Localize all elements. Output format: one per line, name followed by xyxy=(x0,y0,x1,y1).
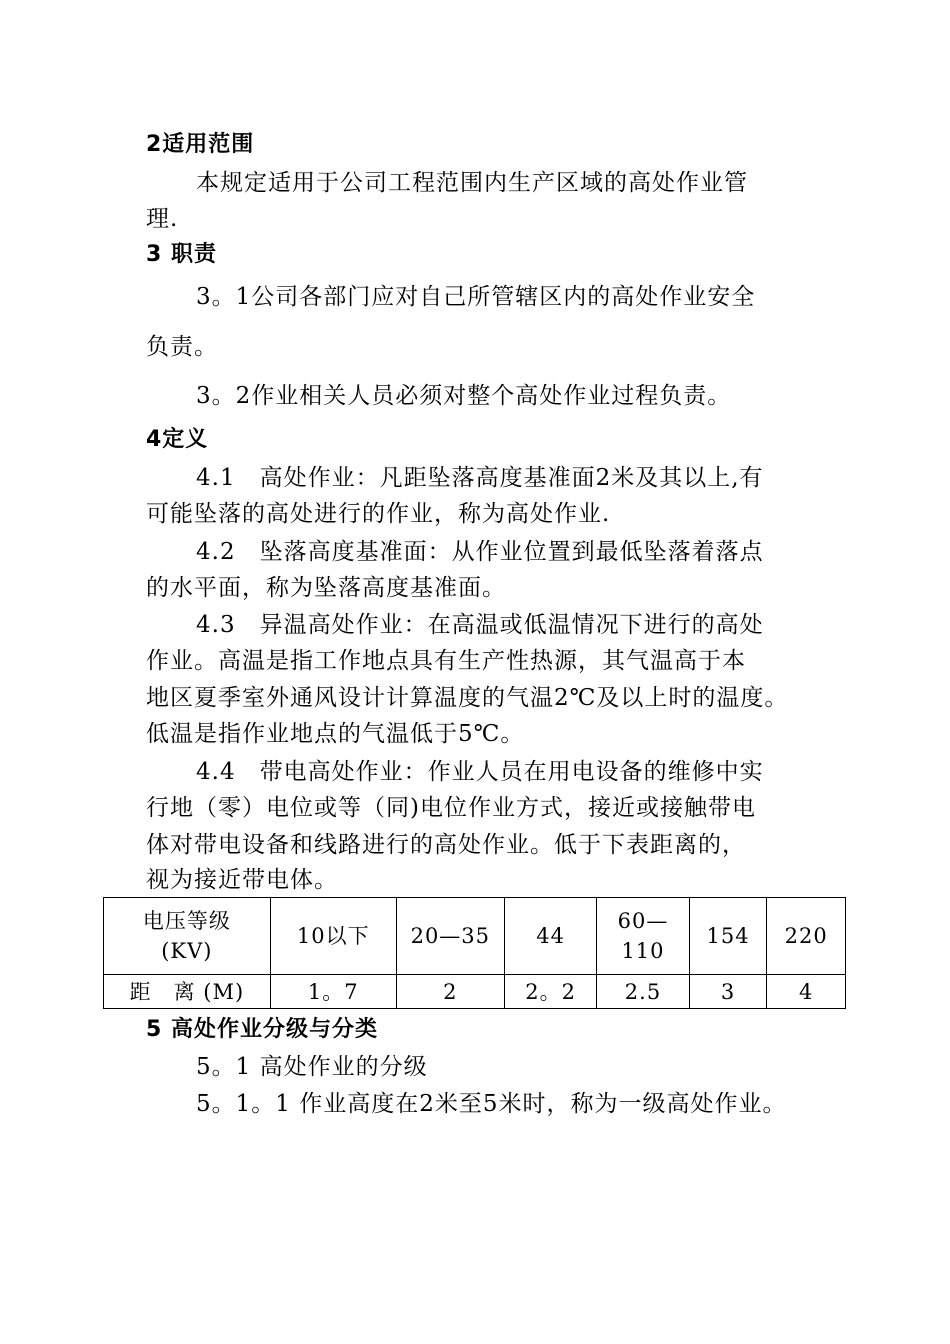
table-cell: 44 xyxy=(504,898,596,975)
table-cell: 10以下 xyxy=(270,898,396,975)
voltage-distance-table xyxy=(103,897,846,1009)
table-cell xyxy=(597,898,689,975)
heading-classification: 5 高处作业分级与分类 xyxy=(146,1017,378,1042)
table-cell: 2。2 xyxy=(504,975,596,1009)
table-cell: 2 xyxy=(396,975,504,1009)
table-cell: 4 xyxy=(767,975,846,1009)
paragraph-line: 的水平面，称为坠落高度基准面。 xyxy=(146,575,506,601)
paragraph-line: 地区夏季室外通风设计计算温度的气温2℃及以上时的温度。 xyxy=(146,685,789,711)
paragraph-line: 5。1 高处作业的分级 xyxy=(196,1054,428,1080)
paragraph-line: 体对带电设备和线路进行的高处作业。低于下表距离的， xyxy=(146,832,746,858)
table-cell: 20—35 xyxy=(396,898,504,975)
paragraph-line: 低温是指作业地点的气温低于5℃。 xyxy=(146,721,525,747)
table-cell: 距 离 (M) xyxy=(104,975,271,1009)
cell-line: 60— xyxy=(617,909,669,933)
table-row xyxy=(104,898,846,975)
voltage-header-label: 电压等级 xyxy=(142,909,231,933)
paragraph-line: 4.2 坠落高度基准面：从作业位置到最低坠落着落点 xyxy=(196,539,764,565)
table-cell: 3 xyxy=(689,975,767,1009)
paragraph-line: 视为接近带电体。 xyxy=(146,867,338,893)
paragraph-line: 行地（零）电位或等（同)电位作业方式，接近或接触带电 xyxy=(146,795,756,821)
paragraph-line: 负责。 xyxy=(146,334,218,360)
paragraph-line: 本规定适用于公司工程范围内生产区域的高处作业管 xyxy=(196,170,748,196)
table-cell xyxy=(104,898,271,975)
paragraph-line: 4.4 带电高处作业：作业人员在用电设备的维修中实 xyxy=(196,759,764,785)
paragraph-line: 5。1。1 作业高度在2米至5米时，称为一级高处作业。 xyxy=(196,1091,787,1117)
voltage-header-unit: (KV) xyxy=(161,939,213,963)
paragraph-line: 作业。高温是指工作地点具有生产性热源，其气温高于本 xyxy=(146,648,746,674)
paragraph-line: 3。1公司各部门应对自己所管辖区内的高处作业安全 xyxy=(196,284,756,310)
paragraph-line: 理. xyxy=(146,206,179,232)
paragraph-line: 4.3 异温高处作业：在高温或低温情况下进行的高处 xyxy=(196,612,764,638)
table-cell: 220 xyxy=(767,898,846,975)
table-row xyxy=(104,975,846,1009)
paragraph-line: 4.1 高处作业：凡距坠落高度基准面2米及其以上,有 xyxy=(196,465,764,491)
cell-line: 110 xyxy=(621,939,665,963)
paragraph-line: 可能坠落的高处进行的作业，称为高处作业. xyxy=(146,501,611,527)
heading-duties: 3 职责 xyxy=(146,242,217,267)
heading-scope: 2适用范围 xyxy=(146,132,255,157)
paragraph-line: 3。2作业相关人员必须对整个高处作业过程负责。 xyxy=(196,383,732,409)
table-cell: 2.5 xyxy=(597,975,689,1009)
heading-definitions: 4定义 xyxy=(146,427,209,452)
table-cell: 154 xyxy=(689,898,767,975)
table-cell: 1。7 xyxy=(270,975,396,1009)
